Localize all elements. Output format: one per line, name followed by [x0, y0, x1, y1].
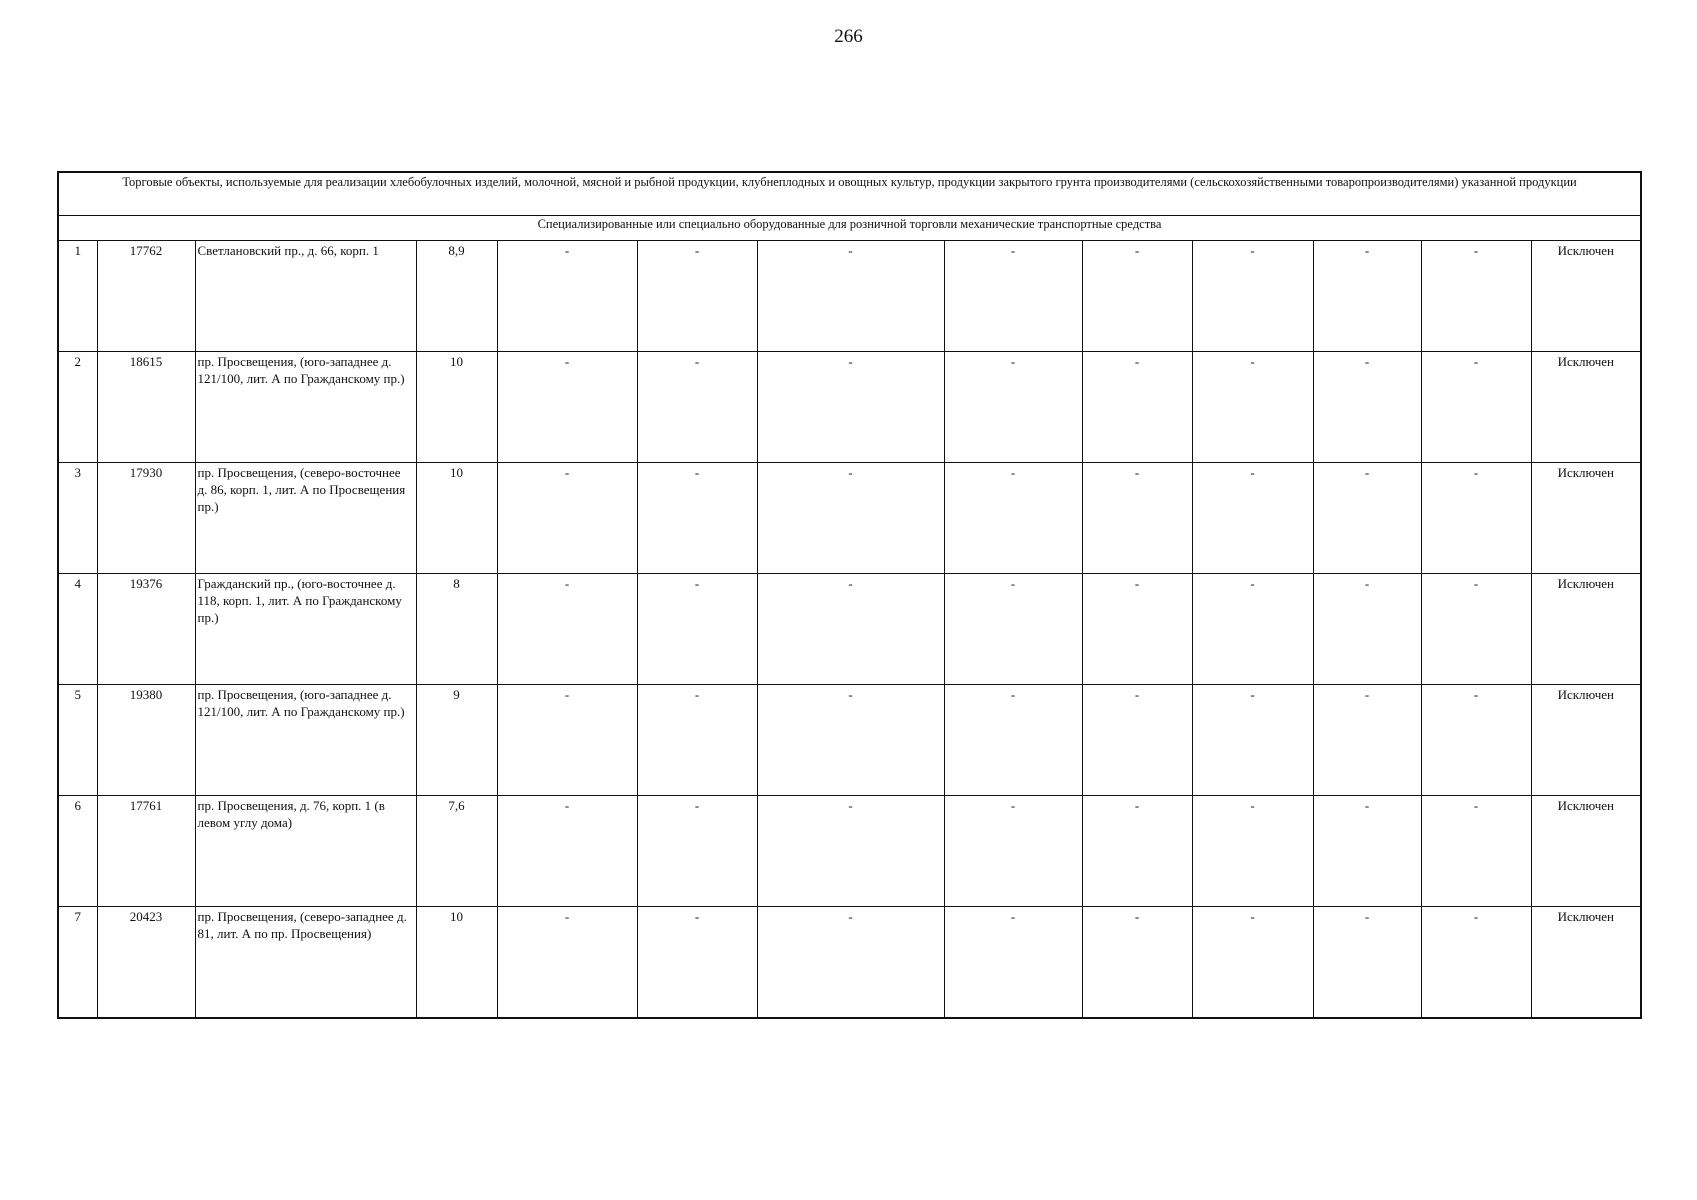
- empty-cell: -: [757, 352, 944, 463]
- table-row: [58, 574, 1641, 685]
- object-address: пр. Просвещения, (северо-западнее д. 81, лит. А по пр. Просвещения): [195, 907, 416, 1019]
- object-area: 10: [416, 907, 497, 1019]
- empty-cell: -: [1192, 907, 1313, 1019]
- empty-cell: -: [497, 907, 637, 1019]
- empty-cell: -: [1082, 352, 1192, 463]
- empty-cell: -: [637, 241, 757, 352]
- empty-cell: -: [1313, 241, 1421, 352]
- empty-cell: -: [1313, 907, 1421, 1019]
- object-address: пр. Просвещения, д. 76, корп. 1 (в левом углу дома): [195, 796, 416, 907]
- table-row: [58, 907, 1641, 1019]
- empty-cell: -: [1421, 463, 1531, 574]
- empty-cell: -: [1313, 352, 1421, 463]
- empty-cell: -: [944, 352, 1082, 463]
- empty-cell: -: [637, 685, 757, 796]
- object-id: 18615: [97, 352, 195, 463]
- object-status: Исключен: [1531, 796, 1641, 907]
- empty-cell: -: [497, 241, 637, 352]
- table-row: [58, 241, 1641, 352]
- object-area: 10: [416, 463, 497, 574]
- object-id: 17762: [97, 241, 195, 352]
- empty-cell: -: [757, 241, 944, 352]
- row-number: 4: [58, 574, 97, 685]
- row-number: 7: [58, 907, 97, 1019]
- empty-cell: -: [497, 352, 637, 463]
- table-row: [58, 796, 1641, 907]
- empty-cell: -: [637, 352, 757, 463]
- object-address: пр. Просвещения, (юго-западнее д. 121/100, лит. А по Гражданскому пр.): [195, 685, 416, 796]
- empty-cell: -: [1082, 907, 1192, 1019]
- table-section-title: Торговые объекты, используемые для реализации хлебобулочных изделий, молочной, мясной и рыбной продукции, клубнеплодных и овощных культур, продукции закрытого грунта производителями (сельскохозяйственными товаропроизводителями) указанной продукции: [58, 172, 1641, 216]
- empty-cell: -: [637, 796, 757, 907]
- empty-cell: -: [1192, 796, 1313, 907]
- empty-cell: -: [1421, 796, 1531, 907]
- table-row: [58, 685, 1641, 796]
- empty-cell: -: [1313, 463, 1421, 574]
- object-id: 17761: [97, 796, 195, 907]
- table-header-row: [58, 172, 1641, 216]
- empty-cell: -: [944, 685, 1082, 796]
- empty-cell: -: [757, 463, 944, 574]
- empty-cell: -: [1082, 241, 1192, 352]
- empty-cell: -: [944, 907, 1082, 1019]
- empty-cell: -: [944, 574, 1082, 685]
- object-status: Исключен: [1531, 574, 1641, 685]
- empty-cell: -: [1082, 796, 1192, 907]
- empty-cell: -: [497, 685, 637, 796]
- table-section-subtitle: Специализированные или специально оборудованные для розничной торговли механические транспортные средства: [58, 216, 1641, 241]
- empty-cell: -: [757, 685, 944, 796]
- empty-cell: -: [1082, 685, 1192, 796]
- empty-cell: -: [1421, 352, 1531, 463]
- page-number: 266: [834, 26, 863, 47]
- row-number: 2: [58, 352, 97, 463]
- object-status: Исключен: [1531, 352, 1641, 463]
- object-status: Исключен: [1531, 463, 1641, 574]
- row-number: 5: [58, 685, 97, 796]
- table-subheader-row: [58, 216, 1641, 241]
- table-row: [58, 352, 1641, 463]
- empty-cell: -: [1313, 574, 1421, 685]
- empty-cell: -: [757, 796, 944, 907]
- empty-cell: -: [497, 574, 637, 685]
- object-address: Светлановский пр., д. 66, корп. 1: [195, 241, 416, 352]
- object-address: Гражданский пр., (юго-восточнее д. 118, корп. 1, лит. А по Гражданскому пр.): [195, 574, 416, 685]
- object-status: Исключен: [1531, 241, 1641, 352]
- empty-cell: -: [497, 463, 637, 574]
- empty-cell: -: [1313, 685, 1421, 796]
- empty-cell: -: [757, 574, 944, 685]
- table-row: [58, 463, 1641, 574]
- empty-cell: -: [1313, 796, 1421, 907]
- empty-cell: -: [637, 574, 757, 685]
- empty-cell: -: [944, 463, 1082, 574]
- empty-cell: -: [1421, 241, 1531, 352]
- object-id: 17930: [97, 463, 195, 574]
- object-area: 8: [416, 574, 497, 685]
- object-area: 7,6: [416, 796, 497, 907]
- row-number: 3: [58, 463, 97, 574]
- object-address: пр. Просвещения, (юго-западнее д. 121/100, лит. А по Гражданскому пр.): [195, 352, 416, 463]
- row-number: 6: [58, 796, 97, 907]
- empty-cell: -: [497, 796, 637, 907]
- empty-cell: -: [1421, 685, 1531, 796]
- object-status: Исключен: [1531, 685, 1641, 796]
- empty-cell: -: [1192, 241, 1313, 352]
- object-id: 20423: [97, 907, 195, 1019]
- object-area: 10: [416, 352, 497, 463]
- row-number: 1: [58, 241, 97, 352]
- empty-cell: -: [1421, 574, 1531, 685]
- empty-cell: -: [944, 796, 1082, 907]
- table-body: [58, 241, 1641, 1019]
- trade-objects-table: [57, 171, 1642, 1019]
- empty-cell: -: [757, 907, 944, 1019]
- object-address: пр. Просвещения, (северо-восточнее д. 86, корп. 1, лит. А по Просвещения пр.): [195, 463, 416, 574]
- object-area: 8,9: [416, 241, 497, 352]
- empty-cell: -: [1192, 574, 1313, 685]
- empty-cell: -: [1421, 907, 1531, 1019]
- empty-cell: -: [1082, 463, 1192, 574]
- object-area: 9: [416, 685, 497, 796]
- empty-cell: -: [1192, 685, 1313, 796]
- object-id: 19380: [97, 685, 195, 796]
- object-id: 19376: [97, 574, 195, 685]
- empty-cell: -: [637, 463, 757, 574]
- empty-cell: -: [1082, 574, 1192, 685]
- object-status: Исключен: [1531, 907, 1641, 1019]
- empty-cell: -: [1192, 352, 1313, 463]
- empty-cell: -: [1192, 463, 1313, 574]
- empty-cell: -: [944, 241, 1082, 352]
- empty-cell: -: [637, 907, 757, 1019]
